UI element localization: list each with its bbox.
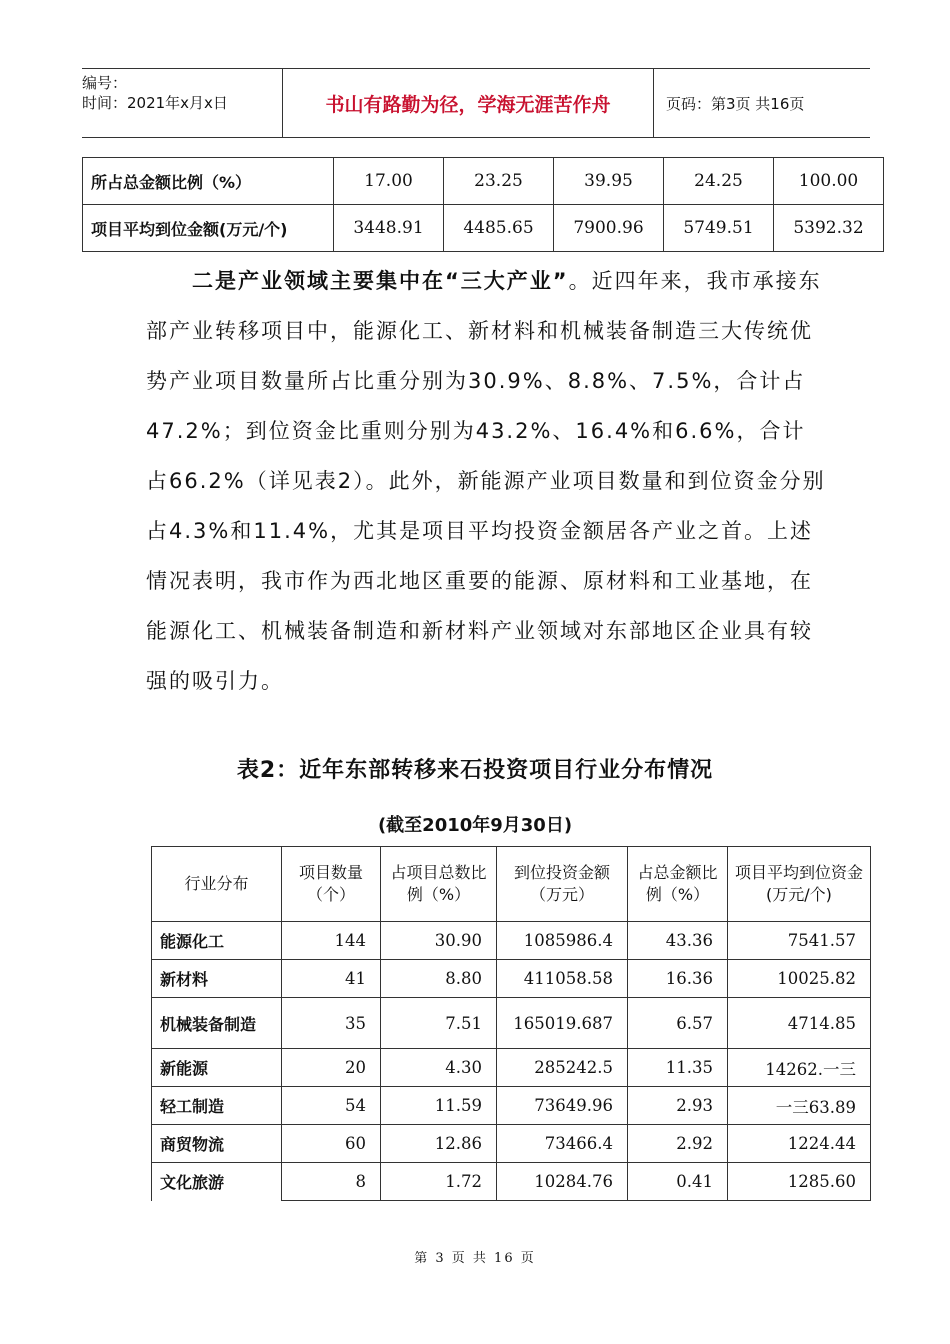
table-cell: 17.00 — [334, 158, 444, 205]
page-footer: 第 3 页 共 16 页 — [414, 1251, 536, 1266]
table-cell: 4714.85 — [728, 998, 871, 1049]
table-cell: 16.36 — [628, 960, 728, 998]
row-label: 文化旅游 — [152, 1163, 282, 1201]
table-cell: 165019.687 — [497, 998, 628, 1049]
table-cell: 11.35 — [628, 1049, 728, 1087]
column-header: 行业分布 — [152, 847, 282, 922]
table-cell: 8 — [282, 1163, 381, 1201]
industry-table — [151, 846, 871, 1201]
table-cell: 7.51 — [381, 998, 497, 1049]
table-cell: 0.41 — [628, 1163, 728, 1201]
summary-table — [82, 157, 884, 252]
table-row — [152, 1163, 871, 1201]
table-cell: 4485.65 — [444, 205, 554, 252]
column-header: 占项目总数比例（%） — [381, 847, 497, 922]
table-cell: 7900.96 — [554, 205, 664, 252]
table-cell: 11.59 — [381, 1087, 497, 1125]
table-cell: 2.92 — [628, 1125, 728, 1163]
paragraph-lead: 二是产业领域主要集中在“三大产业” — [192, 269, 569, 293]
table-row — [83, 158, 884, 205]
table-cell: 73466.4 — [497, 1125, 628, 1163]
table-cell: 285242.5 — [497, 1049, 628, 1087]
column-header: 项目数量（个） — [282, 847, 381, 922]
table-cell: 12.86 — [381, 1125, 497, 1163]
table-title: 表2：近年东部转移来石投资项目行业分布情况 — [236, 758, 714, 783]
table-cell: 39.95 — [554, 158, 664, 205]
row-label: 能源化工 — [152, 922, 282, 960]
table-cell: 4.30 — [381, 1049, 497, 1087]
number-label: 编号： — [82, 74, 128, 92]
row-label: 轻工制造 — [152, 1087, 282, 1125]
row-label: 所占总金额比例（%） — [83, 158, 334, 205]
date-label: 时间：2021年x月x日 — [82, 94, 228, 112]
table-cell: 5749.51 — [664, 205, 774, 252]
row-label: 新能源 — [152, 1049, 282, 1087]
table-row — [152, 998, 871, 1049]
table-cell: 35 — [282, 998, 381, 1049]
table-cell: 23.25 — [444, 158, 554, 205]
row-label: 商贸物流 — [152, 1125, 282, 1163]
row-label: 机械装备制造 — [152, 998, 282, 1049]
table-cell: 1085986.4 — [497, 922, 628, 960]
table-cell: 24.25 — [664, 158, 774, 205]
page-header — [82, 68, 870, 138]
table-row — [152, 1049, 871, 1087]
header-meta — [82, 69, 283, 137]
body-paragraph — [146, 256, 826, 706]
table-cell: 5392.32 — [774, 205, 884, 252]
row-label: 项目平均到位金额(万元/个) — [83, 205, 334, 252]
paragraph-body: 。近四年来，我市承接东部产业转移项目中，能源化工、新材料和机械装备制造三大传统优势产业项目数量所占比重分别为30.9%、8.8%、7.5%，合计占47.2%；到位资金比重则分别为43.2%、16.4%和6.6%，合计占66.2%（详见表2）。此外，新能源产业项目数量和到位资金分别占4.3%和11.4%，尤其是项目平均投资金额居各产业之首。上述情况表明，我市作为西北地区重要的能源、原材料和工业基地，在能源化工、机械装备制造和新材料产业领域对东部地区企业具有较强的吸引力。 — [146, 269, 826, 693]
table-cell: 8.80 — [381, 960, 497, 998]
table-cell: 1.72 — [381, 1163, 497, 1201]
table-row — [83, 205, 884, 252]
table-header-row — [152, 847, 871, 922]
table-cell: 1224.44 — [728, 1125, 871, 1163]
table-cell: 73649.96 — [497, 1087, 628, 1125]
table-subtitle: (截至2010年9月30日) — [377, 815, 573, 836]
row-label: 新材料 — [152, 960, 282, 998]
table-cell: 30.90 — [381, 922, 497, 960]
table-cell: 43.36 — [628, 922, 728, 960]
table-cell: 3448.91 — [334, 205, 444, 252]
table-cell: 2.93 — [628, 1087, 728, 1125]
table-cell: 41 — [282, 960, 381, 998]
table-cell: 14262.一三 — [728, 1049, 871, 1087]
table-cell: 144 — [282, 922, 381, 960]
table-row — [152, 922, 871, 960]
column-header: 占总金额比例（%） — [628, 847, 728, 922]
header-page-label: 页码：第3页 共16页 — [666, 94, 805, 113]
table-cell: 6.57 — [628, 998, 728, 1049]
table-row — [152, 1087, 871, 1125]
table-row — [152, 1125, 871, 1163]
table-cell: 一三63.89 — [728, 1087, 871, 1125]
table-cell: 411058.58 — [497, 960, 628, 998]
table-cell: 1285.60 — [728, 1163, 871, 1201]
table-cell: 60 — [282, 1125, 381, 1163]
table-cell: 20 — [282, 1049, 381, 1087]
table-row — [152, 960, 871, 998]
table-cell: 54 — [282, 1087, 381, 1125]
table-cell: 100.00 — [774, 158, 884, 205]
column-header: 项目平均到位资金(万元/个) — [728, 847, 871, 922]
table-cell: 10284.76 — [497, 1163, 628, 1201]
table-cell: 7541.57 — [728, 922, 871, 960]
column-header: 到位投资金额（万元） — [497, 847, 628, 922]
table-cell: 10025.82 — [728, 960, 871, 998]
header-motto: 书山有路勤为径，学海无涯苦作舟 — [283, 69, 654, 137]
